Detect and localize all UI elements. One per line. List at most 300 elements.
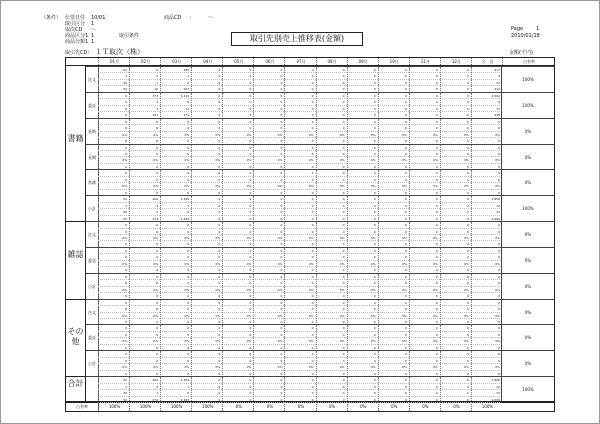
value-cell: 0: [284, 390, 315, 396]
value-cell: 0: [347, 93, 378, 99]
value-cell: 0: [98, 371, 129, 377]
value-cell: 0: [440, 371, 471, 377]
value-cell: 0: [409, 119, 440, 125]
value-cell: 52: [98, 216, 129, 222]
value-cell: 0%: [129, 287, 160, 293]
value-cell: 0: [284, 319, 315, 325]
value-cell: 0: [471, 300, 502, 306]
share-cell: 0%: [316, 402, 348, 411]
column-divider: [222, 93, 223, 119]
value-cell: 0: [191, 86, 222, 92]
value-cell: 0: [222, 99, 253, 105]
value-cell: 0: [471, 145, 502, 151]
value-cell: 0: [316, 203, 347, 209]
value-cell: 0: [316, 222, 347, 228]
value-cell: 0: [316, 99, 347, 105]
value-cell: 0: [253, 280, 284, 286]
column-divider: [222, 300, 223, 326]
value-cell: 0%: [316, 132, 347, 138]
value-cell: 0: [160, 332, 191, 338]
month-header-row: [66, 58, 554, 66]
column-divider: [98, 325, 99, 351]
value-cell: 0: [284, 222, 315, 228]
value-cell: 0: [316, 80, 347, 86]
value-cell: 0: [347, 73, 378, 79]
value-cell: 0: [347, 196, 378, 202]
column-divider: [129, 248, 130, 274]
value-cell: 0: [316, 267, 347, 273]
value-cell: 0%: [98, 313, 129, 319]
value-cell: 0%: [284, 261, 315, 267]
share-percent: 0%: [501, 300, 554, 326]
column-divider: [98, 274, 99, 300]
value-cell: 0: [378, 267, 409, 273]
column-divider: [409, 119, 410, 145]
value-cell: 0: [378, 351, 409, 357]
value-cell: 0: [284, 196, 315, 202]
value-cell: 0: [347, 254, 378, 260]
item-cat2-label: 商品分類1: [65, 39, 89, 45]
column-divider: [471, 300, 472, 326]
column-divider: [440, 351, 441, 377]
value-cell: 0: [347, 397, 378, 403]
value-cell: 0: [347, 377, 378, 383]
client-cd-label: 取次CD: [65, 27, 83, 33]
value-cell: 0: [98, 280, 129, 286]
share-cell: 0%: [378, 402, 410, 411]
column-divider: [253, 196, 254, 222]
sub-label: 注文: [86, 67, 99, 93]
value-cell: 0: [284, 397, 315, 403]
value-cell: 373: [129, 93, 160, 99]
value-cell: 0: [316, 112, 347, 118]
value-cell: 0%: [409, 338, 440, 344]
value-cell: 0: [440, 125, 471, 131]
value-cell: 1,263: [160, 216, 191, 222]
value-cell: 0: [316, 209, 347, 215]
value-cell: 0: [284, 164, 315, 170]
value-cell: 0: [284, 190, 315, 196]
value-cell: 0: [409, 274, 440, 280]
value-cell: 0: [440, 196, 471, 202]
value-cell: 0: [440, 390, 471, 396]
trade-condition-label: 取引条件: [119, 33, 140, 39]
value-cell: 0: [160, 138, 191, 144]
value-cell: 0%: [378, 364, 409, 370]
value-cell: 1: [98, 384, 129, 390]
value-cell: 0: [222, 86, 253, 92]
value-cell: 0: [98, 229, 129, 235]
column-divider: [191, 170, 192, 196]
value-cell: 32: [471, 80, 502, 86]
column-divider: [129, 300, 130, 326]
value-cell: 0: [253, 390, 284, 396]
value-cell: 0: [98, 151, 129, 157]
value-cell: 0: [222, 119, 253, 125]
column-divider: [378, 274, 379, 300]
value-cell: 0%: [378, 313, 409, 319]
value-cell: 0%: [98, 261, 129, 267]
value-cell: 0: [284, 138, 315, 144]
value-cell: 0: [222, 384, 253, 390]
value-cell: 0: [191, 332, 222, 338]
value-cell: 0: [160, 345, 191, 351]
value-cell: 0: [378, 222, 409, 228]
value-cell: 0: [129, 125, 160, 131]
column-divider: [222, 145, 223, 171]
value-cell: 0: [191, 377, 222, 383]
value-cell: 0: [316, 390, 347, 396]
value-cell: 0: [160, 280, 191, 286]
value-cell: 0: [440, 67, 471, 73]
share-percent: 100%: [501, 67, 554, 93]
value-cell: 0: [129, 300, 160, 306]
value-cell: 0: [253, 222, 284, 228]
value-cell: 0: [378, 145, 409, 151]
column-header: 01月: [98, 58, 130, 65]
value-cell: 0: [284, 216, 315, 222]
value-cell: 0: [284, 151, 315, 157]
value-cell: 0: [316, 254, 347, 260]
column-divider: [471, 93, 472, 119]
value-cell: 0: [471, 254, 502, 260]
value-cell: 0: [222, 138, 253, 144]
value-cell: 0: [347, 119, 378, 125]
value-cell: 0%: [378, 183, 409, 189]
column-divider: [440, 325, 441, 351]
value-cell: 0: [129, 177, 160, 183]
value-cell: 0: [129, 332, 160, 338]
column-divider: [409, 222, 410, 248]
value-cell: 0%: [222, 157, 253, 163]
share-cell: 0%: [440, 402, 472, 411]
value-cell: 1: [98, 73, 129, 79]
value-cell: 0%: [160, 313, 191, 319]
column-divider: [316, 93, 317, 119]
column-divider: [98, 300, 99, 326]
value-cell: 0%: [378, 132, 409, 138]
column-divider: [347, 196, 348, 222]
value-cell: 0: [222, 358, 253, 364]
value-cell: 0%: [222, 287, 253, 293]
column-divider: [284, 222, 285, 248]
value-cell: 0: [98, 145, 129, 151]
value-cell: 0: [98, 274, 129, 280]
value-cell: 0: [191, 300, 222, 306]
column-divider: [160, 351, 161, 377]
column-divider: [222, 67, 223, 93]
value-cell: 0: [191, 371, 222, 377]
value-cell: 0: [191, 254, 222, 260]
value-cell: 0: [471, 358, 502, 364]
column-divider: [284, 196, 285, 222]
column-header: 合 計: [471, 58, 503, 65]
column-divider: [284, 248, 285, 274]
share-row: [66, 401, 554, 411]
value-cell: 0: [253, 377, 284, 383]
value-cell: 0%: [253, 313, 284, 319]
value-cell: 0%: [160, 364, 191, 370]
value-cell: 0: [129, 319, 160, 325]
value-cell: 0%: [253, 261, 284, 267]
item-cat2-value: 1: [91, 39, 95, 45]
value-cell: 0%: [409, 132, 440, 138]
value-cell: 0: [440, 345, 471, 351]
value-cell: 0%: [284, 183, 315, 189]
value-cell: 0: [253, 164, 284, 170]
value-cell: 0: [409, 106, 440, 112]
value-cell: 0: [191, 248, 222, 254]
value-cell: 0: [347, 351, 378, 357]
value-cell: 0: [471, 306, 502, 312]
value-cell: 0: [316, 280, 347, 286]
column-divider: [284, 145, 285, 171]
column-divider: [129, 222, 130, 248]
cond-label: （条件）: [41, 15, 62, 21]
value-cell: 0: [253, 325, 284, 331]
value-cell: 0%: [253, 183, 284, 189]
value-cell: 0: [378, 293, 409, 299]
value-cell: 0: [316, 332, 347, 338]
value-cell: 0: [471, 332, 502, 338]
column-divider: [284, 93, 285, 119]
value-cell: 0: [160, 241, 191, 247]
value-cell: 0: [129, 274, 160, 280]
value-cell: 0: [129, 222, 160, 228]
value-cell: 0: [284, 377, 315, 383]
value-cell: 0: [440, 164, 471, 170]
column-divider: [191, 196, 192, 222]
value-cell: 0: [378, 196, 409, 202]
value-cell: 0: [316, 377, 347, 383]
column-header: 09月: [347, 58, 379, 65]
column-divider: [284, 170, 285, 196]
value-cell: 0: [129, 351, 160, 357]
value-cell: 0: [98, 358, 129, 364]
value-cell: 0: [98, 345, 129, 351]
value-cell: 0%: [347, 287, 378, 293]
value-cell: 0%: [347, 261, 378, 267]
value-cell: 0: [160, 119, 191, 125]
column-divider: [284, 325, 285, 351]
value-cell: 0%: [471, 132, 502, 138]
value-cell: 0: [98, 293, 129, 299]
value-cell: 0: [316, 125, 347, 131]
value-cell: 7: [160, 203, 191, 209]
value-cell: 0: [409, 222, 440, 228]
value-cell: 1: [129, 390, 160, 396]
value-cell: 0%: [440, 157, 471, 163]
value-cell: 0: [191, 112, 222, 118]
section-3: [66, 376, 554, 403]
sub-block: [86, 273, 554, 300]
value-cell: 0: [160, 254, 191, 260]
value-cell: 0: [222, 267, 253, 273]
value-cell: 0%: [284, 338, 315, 344]
value-cell: 0%: [253, 364, 284, 370]
value-cell: 0: [471, 345, 502, 351]
value-cell: 0%: [98, 157, 129, 163]
value-cell: 0: [253, 332, 284, 338]
value-cell: 0: [378, 377, 409, 383]
value-cell: 0: [347, 99, 378, 105]
value-cell: 0%: [347, 157, 378, 163]
value-cell: 0: [284, 119, 315, 125]
value-cell: 0%: [160, 261, 191, 267]
value-cell: 0: [253, 254, 284, 260]
value-cell: 0: [160, 190, 191, 196]
value-cell: 0: [191, 319, 222, 325]
column-divider: [129, 145, 130, 171]
value-cell: 0: [440, 203, 471, 209]
column-divider: [160, 325, 161, 351]
value-cell: 0: [253, 67, 284, 73]
value-cell: 0%: [253, 235, 284, 241]
value-cell: 1,609: [471, 216, 502, 222]
value-cell: 0: [440, 222, 471, 228]
value-cell: 1: [129, 80, 160, 86]
value-cell: 0: [191, 73, 222, 79]
value-cell: 0: [253, 241, 284, 247]
value-cell: 0: [378, 106, 409, 112]
column-divider: [409, 377, 410, 403]
value-cell: 0: [316, 319, 347, 325]
value-cell: 0: [191, 151, 222, 157]
value-cell: 0%: [129, 364, 160, 370]
column-divider: [316, 67, 317, 93]
value-cell: 52: [98, 86, 129, 92]
value-cell: 0: [409, 306, 440, 312]
column-divider: [471, 325, 472, 351]
value-cell: 0: [347, 274, 378, 280]
sub-label: 委託: [86, 325, 99, 351]
column-divider: [378, 351, 379, 377]
value-cell: 0: [98, 332, 129, 338]
value-cell: 13: [471, 106, 502, 112]
column-header: 07月: [284, 58, 316, 65]
value-cell: 0: [253, 138, 284, 144]
value-cell: 0: [129, 345, 160, 351]
value-cell: 0: [347, 106, 378, 112]
value-cell: 1,592: [471, 93, 502, 99]
column-divider: [409, 170, 410, 196]
value-cell: 0: [378, 248, 409, 254]
column-divider: [440, 93, 441, 119]
value-cell: 0: [409, 300, 440, 306]
value-cell: 0: [378, 73, 409, 79]
value-cell: 0: [222, 80, 253, 86]
value-cell: 0: [222, 229, 253, 235]
value-cell: 0: [222, 332, 253, 338]
section-label: その他: [66, 299, 86, 377]
sub-label: 注文: [86, 222, 99, 248]
value-cell: 0: [409, 319, 440, 325]
value-cell: 0: [440, 209, 471, 215]
section-label: 書籍: [66, 66, 86, 221]
value-cell: 0: [222, 222, 253, 228]
value-cell: 0: [347, 384, 378, 390]
column-divider: [160, 145, 161, 171]
value-cell: 0%: [409, 157, 440, 163]
sub-block: [86, 195, 554, 222]
value-cell: 0: [471, 248, 502, 254]
value-cell: 0: [129, 190, 160, 196]
value-cell: 0: [253, 203, 284, 209]
value-cell: 0: [378, 332, 409, 338]
column-divider: [160, 93, 161, 119]
value-cell: 0: [222, 241, 253, 247]
value-cell: 0: [284, 229, 315, 235]
value-cell: 0%: [440, 183, 471, 189]
column-divider: [409, 274, 410, 300]
column-divider: [316, 351, 317, 377]
value-cell: 0: [222, 293, 253, 299]
value-cell: 0: [253, 229, 284, 235]
value-cell: 0: [191, 306, 222, 312]
value-cell: 0: [378, 209, 409, 215]
share-cell: 100%: [98, 402, 130, 411]
column-divider: [129, 93, 130, 119]
value-cell: 0: [347, 170, 378, 176]
value-cell: 1,219: [160, 93, 191, 99]
column-divider: [471, 196, 472, 222]
column-divider: [98, 351, 99, 377]
value-cell: 0%: [316, 364, 347, 370]
column-divider: [129, 119, 130, 145]
value-cell: 0: [347, 345, 378, 351]
column-divider: [440, 170, 441, 196]
column-divider: [222, 222, 223, 248]
value-cell: 0: [191, 358, 222, 364]
value-cell: 0: [347, 112, 378, 118]
value-cell: 0: [191, 325, 222, 331]
value-cell: 0: [347, 145, 378, 151]
value-cell: 0: [129, 280, 160, 286]
page-number: 1: [536, 26, 540, 32]
value-cell: 1,856: [471, 377, 502, 383]
value-cell: 0: [409, 177, 440, 183]
value-cell: 0: [98, 99, 129, 105]
value-cell: 0: [253, 384, 284, 390]
value-cell: 0: [316, 274, 347, 280]
value-cell: 0: [191, 293, 222, 299]
value-cell: 0: [440, 274, 471, 280]
column-divider: [347, 119, 348, 145]
value-cell: 0: [191, 177, 222, 183]
column-divider: [98, 377, 99, 403]
value-cell: 0%: [222, 132, 253, 138]
value-cell: 0: [347, 80, 378, 86]
value-cell: 0: [284, 241, 315, 247]
value-cell: 3: [471, 73, 502, 79]
sub-label: 小計: [86, 196, 99, 222]
column-divider: [253, 93, 254, 119]
value-cell: 0: [409, 112, 440, 118]
share-cell: 0%: [347, 402, 379, 411]
column-divider: [378, 145, 379, 171]
value-cell: 0: [222, 190, 253, 196]
share-cell: 0%: [284, 402, 316, 411]
value-cell: 0: [471, 177, 502, 183]
column-divider: [316, 196, 317, 222]
value-cell: 0: [129, 138, 160, 144]
column-divider: [378, 93, 379, 119]
value-cell: 0%: [471, 157, 502, 163]
column-divider: [440, 119, 441, 145]
value-cell: 0: [284, 73, 315, 79]
value-cell: 0: [222, 151, 253, 157]
column-divider: [222, 351, 223, 377]
